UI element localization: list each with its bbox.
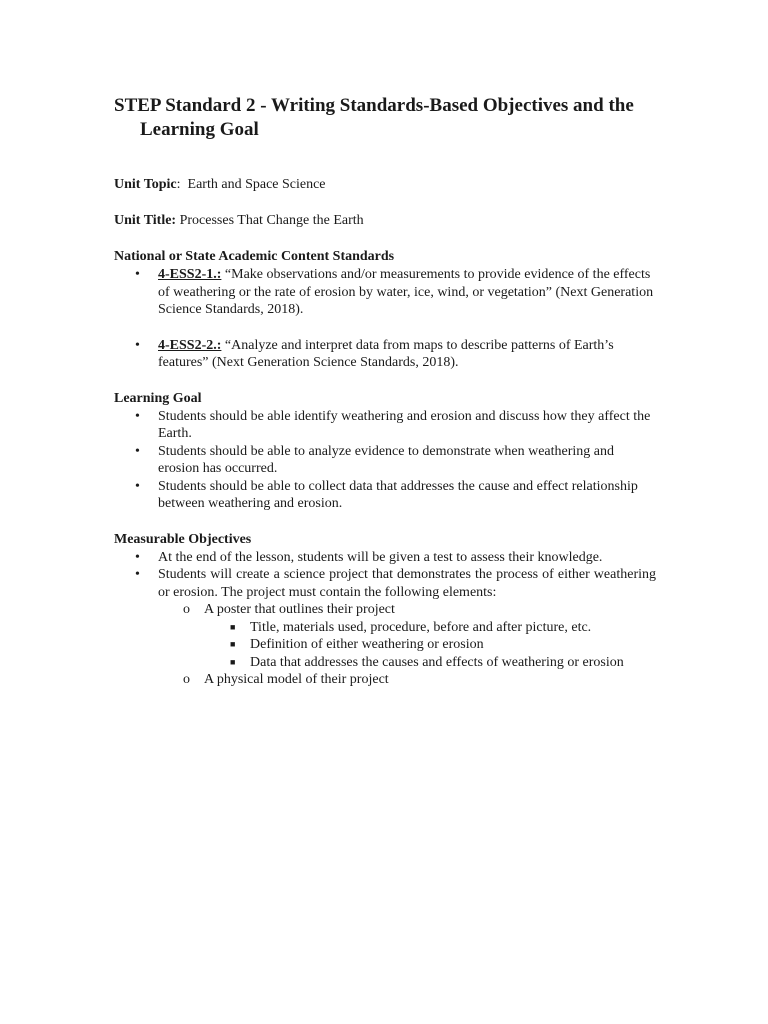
poster-detail-item — [204, 619, 656, 637]
square-bullet-icon: ■ — [230, 656, 236, 667]
bullet-icon: • — [135, 337, 140, 353]
poster-detail-text: Data that addresses the causes and effects of weathering or erosion — [250, 654, 624, 670]
unit-title-line — [114, 212, 656, 230]
unit-topic-label: Unit Topic — [114, 177, 177, 192]
learning-goal-text: Students should be able identify weathering and erosion and discuss how they affect the Earth. — [158, 408, 651, 441]
standard-text: “Make observations and/or measurements to provide evidence of the effects of weathering or the rate of erosion by water, ice, wind, or vegetation” (Next Generation Science Standards, 2018). — [158, 267, 654, 317]
square-bullet-icon: ■ — [230, 621, 236, 632]
objectives-list — [114, 549, 656, 689]
square-bullet-icon: ■ — [230, 639, 236, 649]
learning-goal-list — [114, 408, 656, 513]
standards-heading: National or State Academic Content Standards — [114, 249, 395, 264]
bullet-icon: • — [135, 443, 140, 459]
objectives-heading: Measurable Objectives — [114, 531, 252, 547]
unit-topic-value: Earth and Space Science — [187, 177, 326, 192]
document-title: STEP Standard 2 - Writing Standards-Based Objectives and the Learning Goal — [114, 95, 634, 140]
unit-title-label: Unit Title: — [114, 213, 177, 228]
standard-code: 4-ESS2-1.: — [158, 267, 222, 282]
bullet-icon: • — [135, 408, 140, 424]
bullet-icon: • — [135, 567, 140, 582]
standard-text: “Analyze and interpret data from maps to describe patterns of Earth’s features” (Next Generation Science Standards, 2018). — [158, 337, 614, 370]
objective-item — [114, 549, 656, 567]
learning-goal-heading: Learning Goal — [114, 390, 202, 406]
objective-text: At the end of the lesson, students will be given a test to assess their knowledge. — [158, 549, 603, 565]
poster-detail-item — [204, 636, 656, 654]
objective-subitem-text: A poster that outlines their project — [204, 602, 395, 617]
poster-detail-text: Title, materials used, procedure, before and after picture, etc. — [250, 619, 592, 635]
circle-bullet-icon: o — [183, 602, 190, 617]
bullet-icon: • — [135, 267, 140, 282]
unit-title-value: Processes That Change the Earth — [179, 213, 364, 228]
objective-subitem — [158, 601, 656, 671]
learning-goal-item — [114, 443, 656, 478]
learning-goal-item — [114, 408, 656, 443]
objective-item — [114, 566, 656, 689]
objective-subitem-text: A physical model of their project — [204, 672, 389, 687]
unit-topic-line: Unit Topic: Earth and Space Science — [114, 177, 326, 192]
learning-goal-item — [114, 478, 656, 513]
objective-subitem — [158, 671, 656, 689]
bullet-icon: • — [135, 478, 140, 494]
learning-goal-text: Students should be able to analyze evidence to demonstrate when weathering and erosion has occurred. — [158, 443, 615, 476]
poster-details-list — [204, 619, 656, 672]
objective-text: Students will create a science project that demonstrates the process of either weathering or erosion. The project must contain the following elements: — [158, 567, 656, 600]
circle-bullet-icon: o — [183, 672, 190, 687]
learning-goal-text: Students should be able to collect data that addresses the cause and effect relationship between weathering and erosion. — [158, 478, 638, 511]
objective-sublist — [158, 601, 656, 689]
standard-item — [114, 337, 656, 372]
poster-detail-item — [204, 654, 656, 672]
document-page — [114, 94, 656, 689]
standard-code: 4-ESS2-2.: — [158, 337, 222, 353]
poster-detail-text: Definition of either weathering or erosion — [250, 637, 484, 652]
standards-list — [114, 266, 656, 372]
bullet-icon: • — [135, 549, 140, 565]
standard-item — [114, 266, 656, 319]
